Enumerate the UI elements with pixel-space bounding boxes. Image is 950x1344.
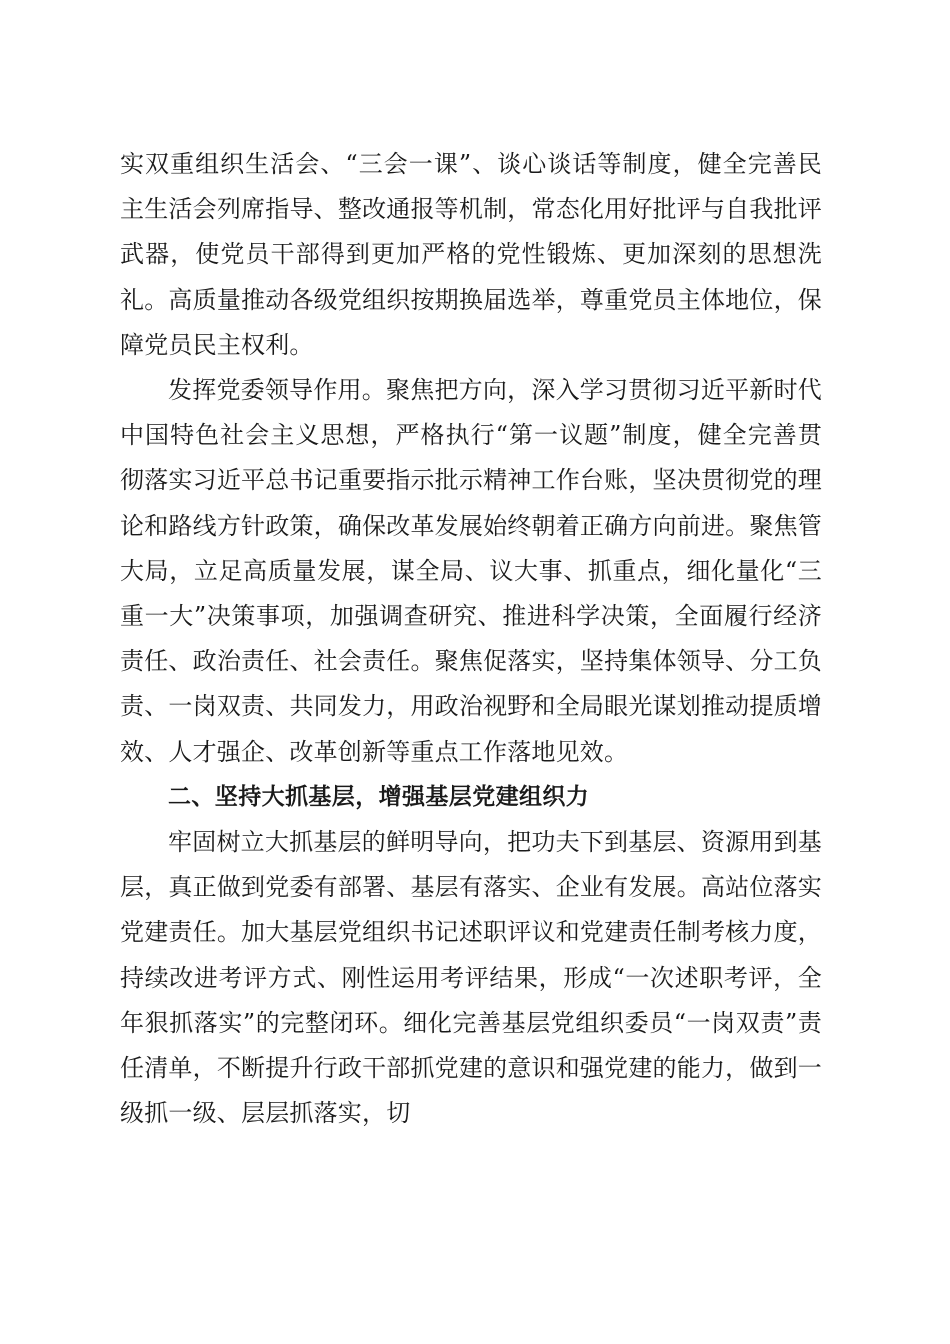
document-body (120, 142, 822, 1136)
paragraph-grassroots-responsibility: 牢固树立大抓基层的鲜明导向，把功夫下到基层、资源用到基层，真正做到党委有部署、基层有落实、企业有发展。高站位落实党建责任。加大基层党组织书记述职评议和党建责任制考核力度，持续改进考评方式、刚性运用考评结果，形成“一次述职考评，全年狠抓落实”的完整闭环。细化完善基层党组织委员“一岗双责”责任清单，不断提升行政干部抓党建的意识和强党建的能力，做到一级抓一级、层层抓落实，切 (120, 828, 822, 1128)
paragraph-party-committee-leadership: 发挥党委领导作用。聚焦把方向，深入学习贯彻习近平新时代中国特色社会主义思想，严格执行“第一议题”制度，健全完善贯彻落实习近平总书记重要指示批示精神工作台账，坚决贯彻党的理论和路线方针政策，确保改革发展始终朝着正确方向前进。聚焦管大局，立足高质量发展，谋全局、议大事、抓重点，细化量化“三重一大”决策事项，加强调查研究、推进科学决策，全面履行经济责任、政治责任、社会责任。聚焦促落实，坚持集体领导、分工负责、一岗双责、共同发力，用政治视野和全局眼光谋划推动提质增效、人才强企、改革创新等重点工作落地见效。 (120, 376, 822, 766)
section-heading-grassroots: 二、坚持大抓基层，增强基层党建组织力 (168, 783, 590, 810)
paragraph-continued: 实双重组织生活会、“三会一课”、谈心谈话等制度，健全完善民主生活会列席指导、整改通报等机制，常态化用好批评与自我批评武器，使党员干部得到更加严格的党性锻炼、更加深刻的思想洗礼。高质量推动各级党组织按期换届选举，尊重党员主体地位，保障党员民主权利。 (120, 150, 822, 359)
